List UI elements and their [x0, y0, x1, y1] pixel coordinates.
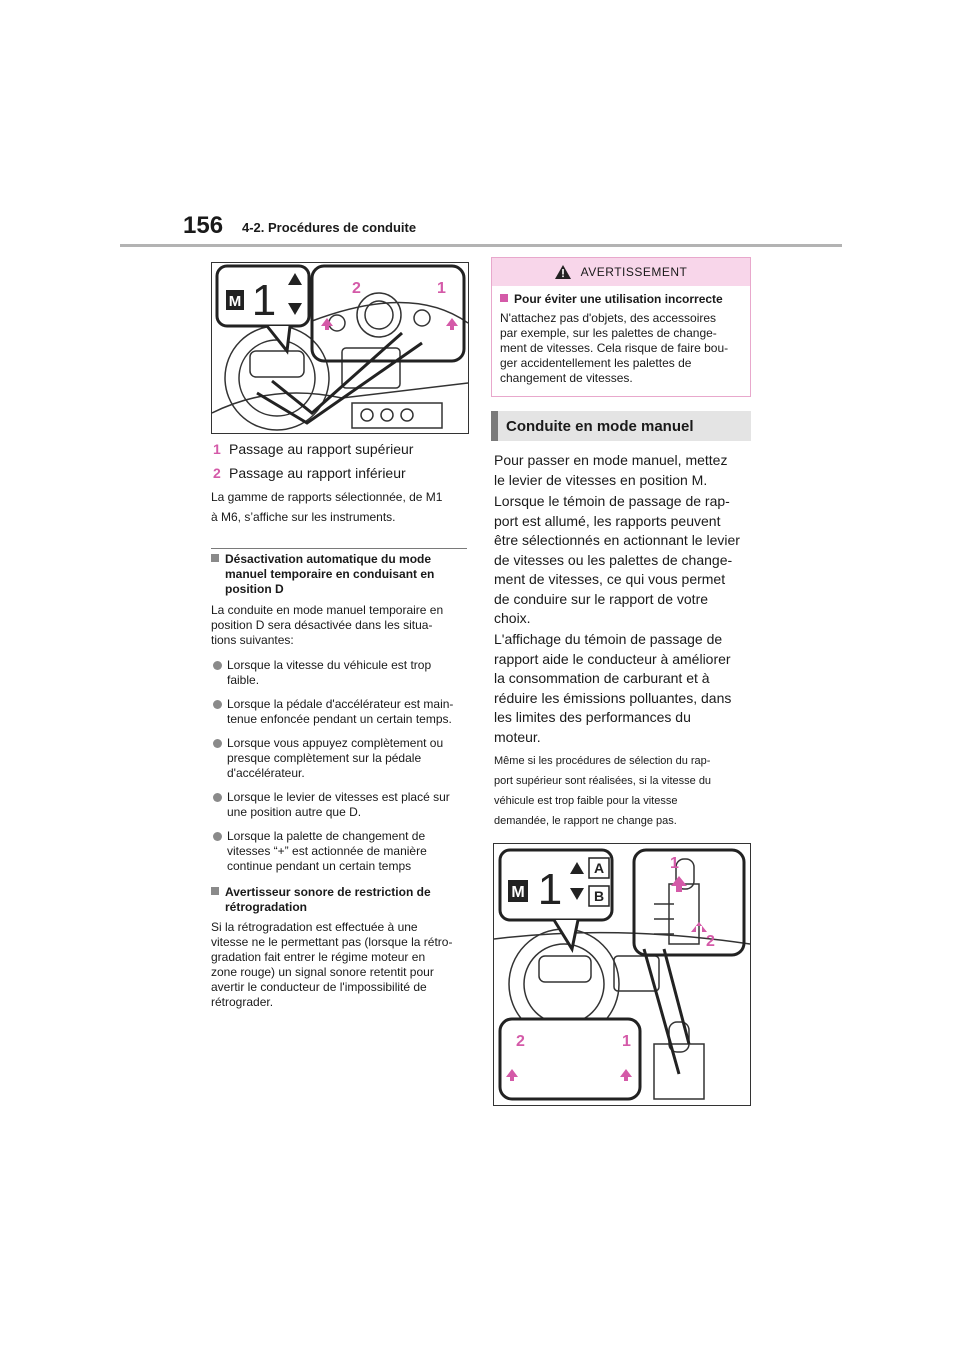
key-b: B	[593, 888, 605, 904]
deactivation-intro: La conduite en mode manuel temporaire en position D sera désactivée dans les situa- tions suivantes:	[211, 603, 444, 647]
manual-mode-paragraph-1: Pour passer en mode manuel, mettez le levier de vitesses en position M.	[494, 452, 728, 488]
subsection-rule	[211, 548, 467, 549]
manual-mode-paragraph-3: L'affichage du témoin de passage de rapport aide le conducteur à améliorer la consommation de carburant et à réduire les émissions polluantes, dans les limites des performances du moteur.	[494, 631, 732, 745]
lever-label-down: 2	[706, 933, 715, 950]
gear-number: 1	[537, 865, 563, 914]
manual-shift-drawing	[494, 844, 750, 1105]
gear-mode-letter: M	[228, 293, 242, 310]
lever-label-up: 1	[670, 855, 679, 872]
paddle-shift-drawing	[212, 263, 468, 433]
deactivation-title: Désactivation automatique du mode manuel temporaire en conduisant en position D	[211, 552, 471, 597]
paddle-label-right: 1	[622, 1033, 631, 1050]
buzzer-title: Avertisseur sonore de restriction de rétrogradation	[211, 885, 471, 915]
paddle-label-left: 2	[352, 280, 361, 297]
manual-mode-note: Même si les procédures de sélection du rap- port supérieur sont réalisées, si la vitesse du véhicule est trop faible pour la vitesse demandée, le rapport ne change pas.	[494, 755, 712, 827]
paddle-label-right: 1	[437, 280, 446, 297]
paddle-label-left: 2	[516, 1033, 525, 1050]
list-item: Lorsque la palette de changement de vitesses “+” est actionnée de manière continue pendant un certain temps	[211, 829, 471, 874]
warning-header: AVERTISSEMENT	[492, 258, 750, 286]
list-item: Lorsque vous appuyez complètement ou presque complètement sur la pédale d'accélérateur.	[211, 736, 471, 781]
manual-shift-illustration	[493, 843, 751, 1106]
manual-mode-paragraph-2: Lorsque le témoin de passage de rap- port est allumé, les rapports peuvent être sélectionnés en actionnant le levier de vitesses ou les palettes de change- ment de vitesses, ce qui vous permet de conduire sur le rapport de votre choix.	[494, 493, 740, 626]
list-item: Lorsque le levier de vitesses est placé sur une position autre que D.	[211, 790, 471, 820]
range-note: La gamme de rapports sélectionnée, de M1 à M6, s’affiche sur les instruments.	[211, 490, 443, 524]
page-number: 156	[183, 212, 224, 239]
list-item: Lorsque la vitesse du véhicule est trop faible.	[211, 658, 471, 688]
list-item: Lorsque la pédale d'accélérateur est main- tenue enfoncée pendant un certain temps.	[211, 697, 471, 727]
section-title: 4-2. Procédures de conduite	[242, 220, 417, 235]
header-rule	[120, 244, 842, 247]
legend-item-2: 2 Passage au rapport inférieur	[213, 465, 406, 481]
key-a: A	[593, 860, 605, 876]
warning-box: AVERTISSEMENT Pour éviter une utilisation incorrecte N'attachez pas d'objets, des accessoires par exemple, sur les palettes de change- ment de vitesses. Cela risque de faire bou- ger accidentellement les palettes de changement de vitesses.	[491, 257, 751, 397]
legend-item-1: 1 Passage au rapport supérieur	[213, 441, 414, 457]
paddle-shift-illustration	[211, 262, 469, 434]
arrow-icon	[446, 318, 458, 330]
warning-text: N'attachez pas d'objets, des accessoires par exemple, sur les palettes de change- ment de vitesses. Cela risque de faire bou- ger accidentellement les palettes de changement de vitesses.	[500, 311, 729, 385]
gear-number: 1	[251, 276, 277, 325]
gear-mode-letter: M	[511, 884, 525, 901]
manual-mode-heading: Conduite en mode manuel	[491, 411, 751, 441]
buzzer-text: Si la rétrogradation est effectuée à une vitesse ne le permettant pas (lorsque la rétro- gradation fait entrer le régime moteur en zone rouge) un signal sonore retentit pour avertir le conducteur de l'impossibilité de rétrograder.	[211, 920, 453, 1009]
warning-icon	[555, 265, 571, 279]
